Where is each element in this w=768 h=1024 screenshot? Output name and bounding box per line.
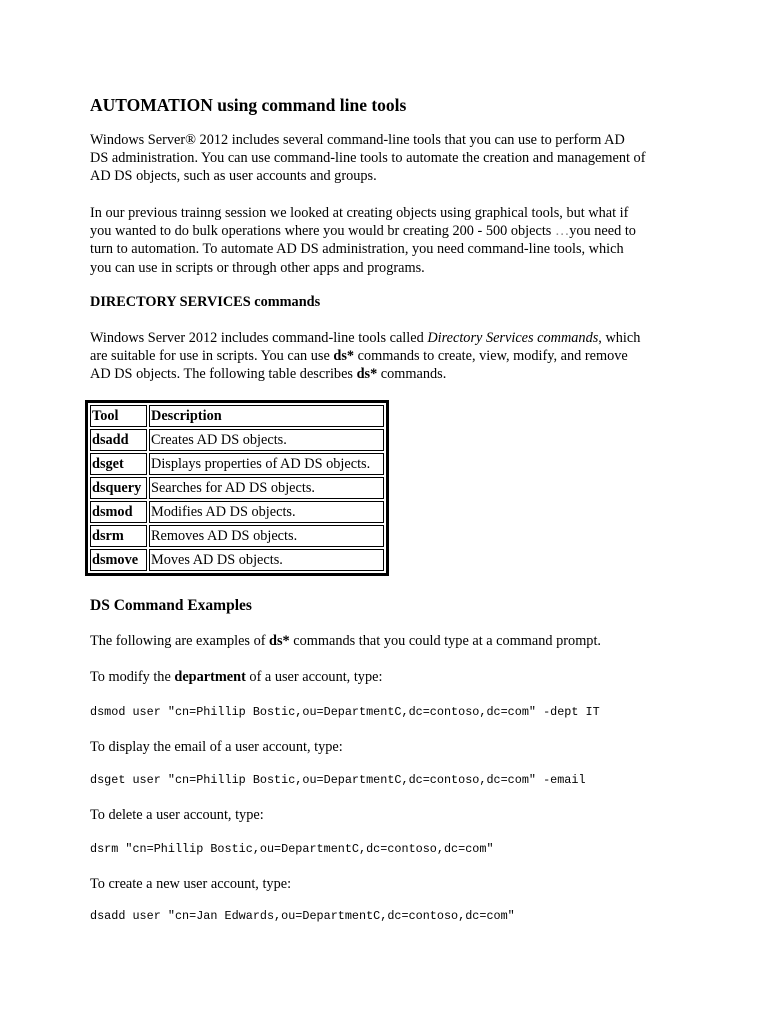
intro-line bbox=[90, 222, 690, 240]
tool-cell: dsmove bbox=[90, 549, 147, 571]
description-cell: Displays properties of AD DS objects. bbox=[149, 453, 384, 475]
modify-label bbox=[90, 668, 690, 686]
description-cell: Moves AD DS objects. bbox=[149, 549, 384, 571]
table-row bbox=[90, 525, 384, 547]
page-title: AUTOMATION using command line tools bbox=[90, 95, 407, 115]
examples-intro bbox=[90, 632, 690, 650]
description-cell: Searches for AD DS objects. bbox=[149, 477, 384, 499]
intro-line: you can use in scripts or through other apps and programs. bbox=[90, 259, 425, 276]
table-row bbox=[90, 453, 384, 475]
text-segment: commands. bbox=[377, 366, 447, 383]
table-header-cell: Description bbox=[149, 405, 384, 427]
description-cell: Creates AD DS objects. bbox=[149, 429, 384, 451]
intro-line: In our previous trainng session we looked at creating objects using graphical tools, but what if bbox=[90, 205, 629, 221]
bold-text: ds* bbox=[269, 633, 290, 649]
ds-section-heading: DIRECTORY SERVICES commands bbox=[90, 294, 321, 310]
display-command-code: dsget user "cn=Phillip Bostic,ou=DepartmentC,dc=contoso,dc=com" -email bbox=[90, 773, 586, 787]
tool-cell: dsquery bbox=[90, 477, 147, 499]
text-segment: you wanted to do bulk operations where you would br creating 200 - 500 objects bbox=[90, 223, 555, 240]
delete-label: To delete a user account, type: bbox=[90, 807, 264, 823]
emphasis-text: Directory Services commands bbox=[427, 330, 599, 346]
intro-line: DS administration. You can use command-line tools to automate the creation and management of bbox=[90, 150, 646, 167]
delete-command-code: dsrm "cn=Phillip Bostic,ou=DepartmentC,dc=contoso,dc=com" bbox=[90, 842, 494, 856]
text-segment: commands that you could type at a command prompt. bbox=[289, 633, 602, 649]
ds-section-paragraph bbox=[90, 329, 690, 384]
text-segment: AD DS objects. The following table describes bbox=[90, 366, 357, 383]
bold-text: ds* bbox=[356, 366, 378, 383]
description-cell: Modifies AD DS objects. bbox=[149, 501, 384, 523]
text-segment: of a user account, type: bbox=[245, 669, 383, 685]
text-segment: are suitable for use in scripts. You can use bbox=[90, 348, 334, 365]
examples-heading: DS Command Examples bbox=[90, 597, 252, 614]
ds-line bbox=[90, 329, 690, 347]
table-row bbox=[90, 477, 384, 499]
text-segment: Windows Server 2012 includes command-line tools called bbox=[90, 330, 428, 346]
text-segment: The following are examples of bbox=[90, 633, 270, 649]
intro-line: AD DS objects, such as user accounts and groups. bbox=[90, 168, 377, 185]
ds-commands-table bbox=[85, 400, 389, 576]
intro-line: turn to automation. To automate AD DS administration, you need command-line tools, which bbox=[90, 241, 624, 258]
create-command-code: dsadd user "cn=Jan Edwards,ou=DepartmentC,dc=contoso,dc=com" bbox=[90, 909, 515, 923]
text-segment: commands to create, view, modify, and remove bbox=[354, 348, 628, 365]
text-segment: you need to bbox=[569, 223, 636, 240]
tool-cell: dsrm bbox=[90, 525, 147, 547]
ds-line bbox=[90, 365, 690, 383]
ds-line bbox=[90, 347, 690, 365]
intro-line: Windows Server® 2012 includes several command-line tools that you can use to perform AD bbox=[90, 132, 625, 148]
text-segment: To modify the bbox=[90, 669, 175, 685]
table-row bbox=[90, 549, 384, 571]
create-label: To create a new user account, type: bbox=[90, 876, 292, 892]
table-header-row bbox=[90, 405, 384, 427]
description-cell: Removes AD DS objects. bbox=[149, 525, 384, 547]
ellipsis-glyph: … bbox=[554, 223, 570, 240]
display-label: To display the email of a user account, type: bbox=[90, 739, 343, 755]
modify-command-code: dsmod user "cn=Phillip Bostic,ou=DepartmentC,dc=contoso,dc=com" -dept IT bbox=[90, 705, 600, 719]
tool-cell: dsadd bbox=[90, 429, 147, 451]
table-row bbox=[90, 429, 384, 451]
intro-paragraph-2 bbox=[90, 204, 690, 277]
bold-text: department bbox=[174, 669, 246, 685]
bold-text: ds* bbox=[333, 348, 355, 365]
table-row bbox=[90, 501, 384, 523]
tool-cell: dsmod bbox=[90, 501, 147, 523]
intro-paragraph-1 bbox=[90, 131, 690, 186]
tool-cell: dsget bbox=[90, 453, 147, 475]
text-segment: , which bbox=[598, 330, 641, 346]
table-header-cell: Tool bbox=[90, 405, 147, 427]
